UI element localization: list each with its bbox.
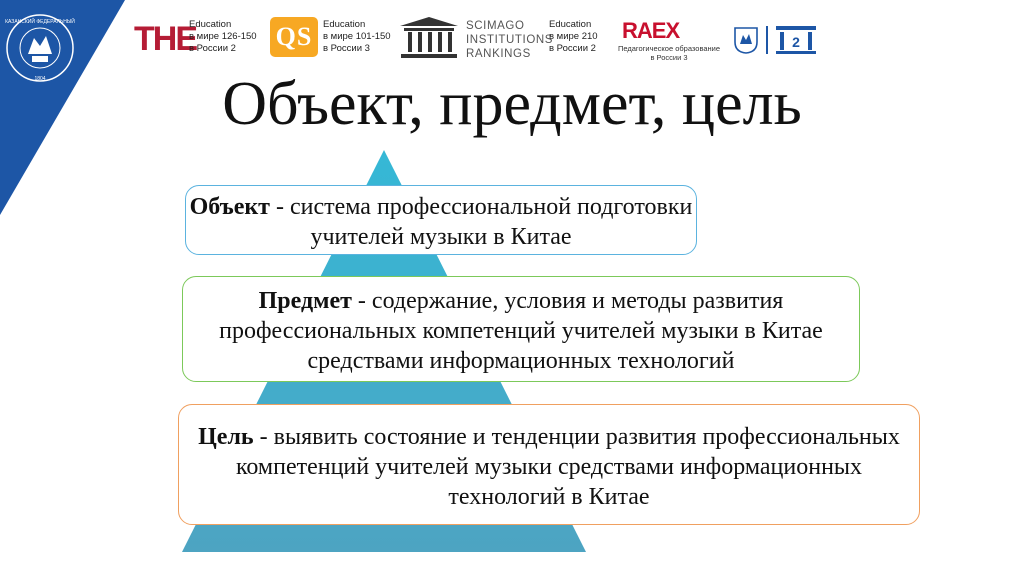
svg-text:КАЗАНСКИЙ ФЕДЕРАЛЬНЫЙ: КАЗАНСКИЙ ФЕДЕРАЛЬНЫЙ — [5, 19, 75, 25]
ranking-line1: Education — [323, 19, 366, 30]
scimago-logo-text: SCIMAGO INSTITUTIONS RANKINGS — [466, 20, 554, 60]
kfu-small-emblem-icon — [733, 26, 759, 54]
object-term: Объект — [189, 194, 270, 220]
ranking-line1: Педагогическое образование — [617, 44, 721, 53]
ranking-line3: в России 2 — [549, 43, 596, 54]
svg-text:THE: THE — [134, 20, 196, 58]
subject-block — [182, 276, 860, 382]
ranking-line2: в мире 126-150 — [189, 31, 257, 42]
scimago-pillars-icon — [398, 16, 460, 60]
goal-block — [178, 404, 920, 525]
qs-logo-icon: QS — [270, 17, 318, 57]
ranking-the — [189, 14, 257, 60]
ranking-scimago — [549, 14, 598, 60]
object-block — [185, 185, 697, 255]
institute-pillars-icon — [774, 24, 818, 56]
ranking-line2: в мире 101-150 — [323, 31, 391, 42]
raex-logo-icon — [620, 18, 720, 42]
ranking-line2: в России 3 — [650, 53, 688, 62]
goal-text: - выявить состояние и тенденции развития профессиональных компетенций учителей музыки средствами информационных технологий в Китае — [235, 424, 900, 510]
object-text: - система профессиональной подготовки учителей музыки в Китае — [269, 194, 693, 250]
the-logo-icon — [134, 16, 196, 58]
svg-text:1804: 1804 — [34, 76, 46, 82]
goal-term: Цель — [198, 424, 254, 450]
slide-title: Объект, предмет, цель — [222, 70, 802, 138]
ranking-raex — [608, 44, 730, 62]
subject-term: Предмет — [258, 288, 352, 314]
ranking-line3: в России 3 — [323, 43, 370, 54]
ranking-line2: в мире 210 — [549, 31, 598, 42]
ranking-line1: Education — [549, 19, 592, 30]
ranking-line3: в России 2 — [189, 43, 236, 54]
logo-divider — [766, 26, 768, 54]
ranking-qs — [323, 14, 391, 60]
svg-text:2: 2 — [792, 34, 800, 50]
ranking-line1: Education — [189, 19, 232, 30]
subject-text: - содержание, условия и методы развития профессиональных компетенций учителей музыки в Китае средствами информационных технологий — [219, 288, 823, 374]
svg-text:RAEX: RAEX — [622, 18, 680, 43]
